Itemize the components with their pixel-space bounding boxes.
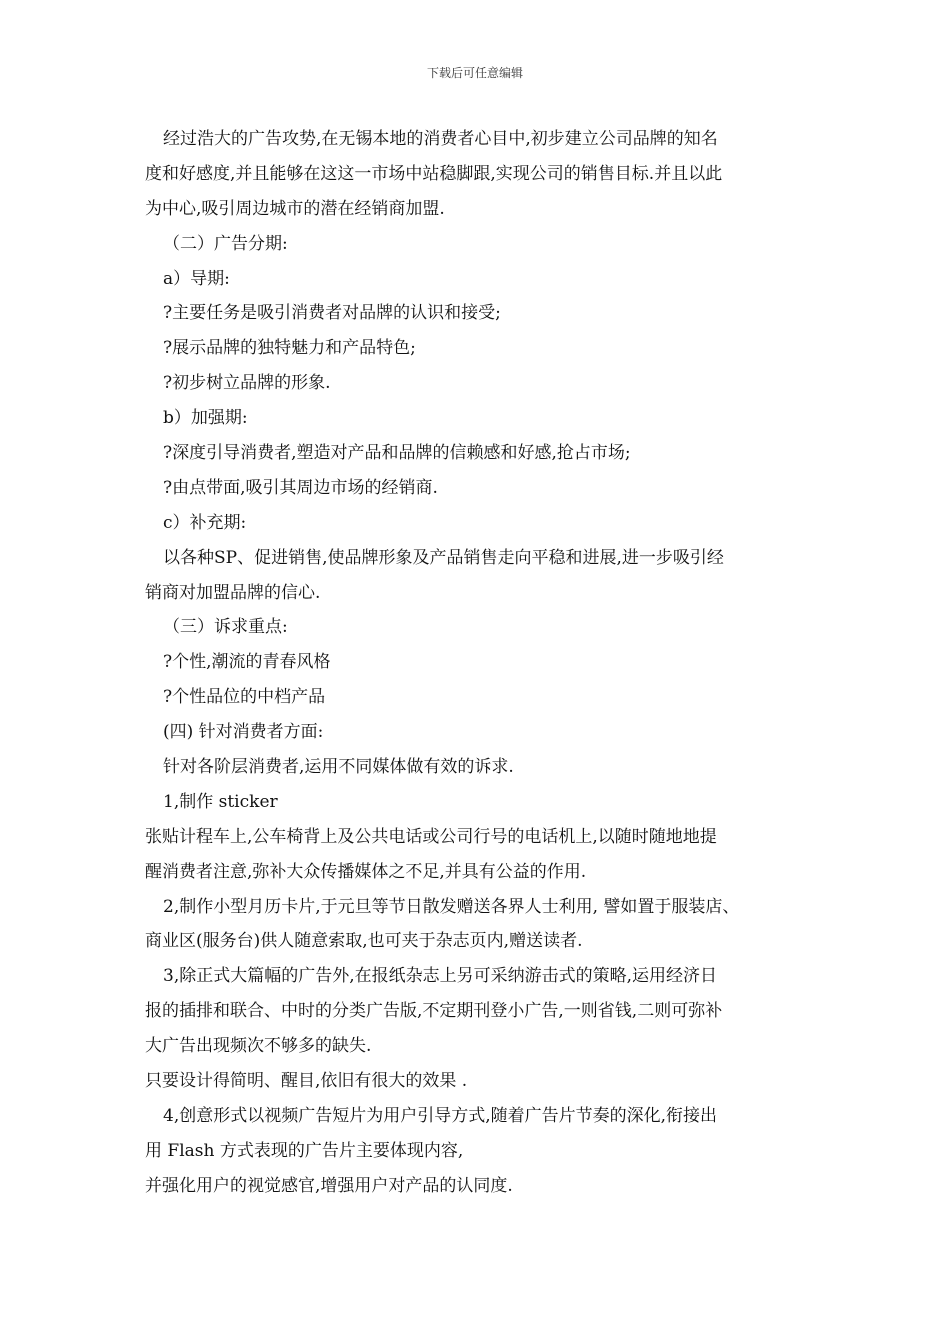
text-line: ?展示品牌的独特魅力和产品特色;: [163, 338, 416, 359]
text-line: 只要设计得简明、醒目,依旧有很大的效果 .: [145, 1071, 468, 1092]
text-line: c）补充期:: [163, 512, 247, 533]
text-line: ?深度引导消费者,塑造对产品和品牌的信赖感和好感,抢占市场;: [163, 443, 631, 464]
text-line: （三）诉求重点:: [163, 617, 288, 638]
text-line: 针对各阶层消费者,运用不同媒体做有效的诉求.: [163, 757, 514, 778]
document-body: [145, 122, 815, 1204]
text-line: （二）广告分期:: [163, 233, 288, 254]
page-header: 下载后可任意编辑: [426, 66, 523, 80]
text-line: 大广告出现频次不够多的缺失.: [145, 1036, 372, 1057]
text-line: b）加强期:: [163, 408, 248, 429]
text-line: 报的插排和联合、中时的分类广告版,不定期刊登小广告,一则省钱,二则可弥补: [145, 1001, 723, 1022]
text-line: 2,制作小型月历卡片,于元旦等节日散发赠送各界人士利用, 譬如置于服装店、: [163, 896, 740, 917]
text-line: 经过浩大的广告攻势,在无锡本地的消费者心目中,初步建立公司品牌的知名: [163, 129, 718, 149]
text-line: 度和好感度,并且能够在这这一市场中站稳脚跟,实现公司的销售目标.并且以此: [145, 163, 723, 184]
text-line: 销商对加盟品牌的信心.: [145, 582, 321, 603]
text-line: ?个性,潮流的青春风格: [163, 652, 331, 673]
text-line: 用 Flash 方式表现的广告片主要体现内容,: [145, 1140, 464, 1161]
text-line: ?主要任务是吸引消费者对品牌的认识和接受;: [163, 303, 501, 324]
text-line: 并强化用户的视觉感官,增强用户对产品的认同度.: [145, 1175, 513, 1196]
text-line: 张贴计程车上,公车椅背上及公共电话或公司行号的电话机上,以随时随地地提: [145, 826, 717, 847]
text-line: a）导期:: [163, 268, 230, 289]
text-line: 商业区(服务台)供人随意索取,也可夹于杂志页内,赠送读者.: [145, 931, 583, 952]
text-line: ?初步树立品牌的形象.: [163, 373, 331, 394]
text-line: ?个性品位的中档产品: [163, 687, 326, 708]
text-line: 以各种SP、促进销售,使品牌形象及产品销售走向平稳和进展,进一步吸引经: [163, 547, 724, 568]
text-line: ?由点带面,吸引其周边市场的经销商.: [163, 477, 438, 498]
text-line: 4,创意形式以视频广告短片为用户引导方式,随着广告片节奏的深化,衔接出: [163, 1105, 718, 1126]
text-line: 1,制作 sticker: [163, 791, 278, 812]
text-line: 3,除正式大篇幅的广告外,在报纸杂志上另可采纳游击式的策略,运用经济日: [163, 966, 718, 987]
text-line: (四) 针对消费者方面:: [163, 722, 324, 743]
text-line: 为中心,吸引周边城市的潜在经销商加盟.: [145, 198, 445, 219]
text-line: 醒消费者注意,弥补大众传播媒体之不足,并具有公益的作用.: [145, 861, 587, 882]
